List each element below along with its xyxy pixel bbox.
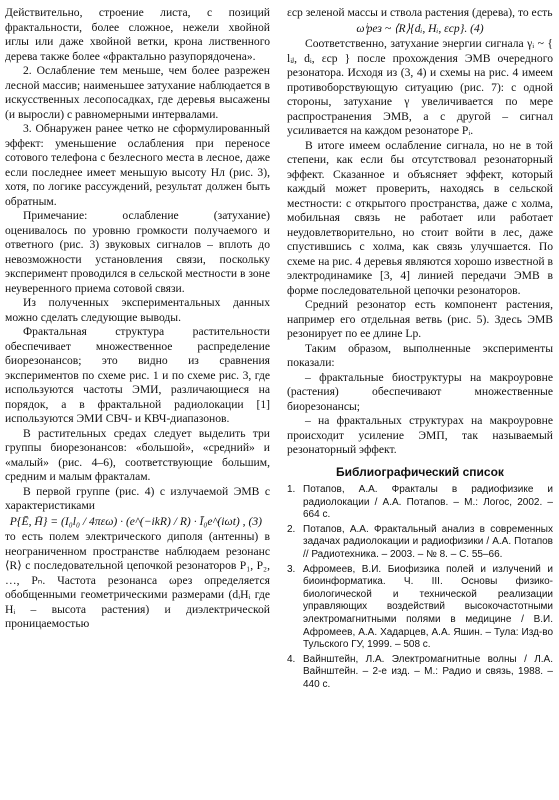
paragraph: Таким образом, выполненные эксперименты показали: [287,341,553,369]
bibliography-list [287,484,553,692]
paragraph: Средний резонатор есть компонент растения, например его отдельная ветвь (рис. 5). Здесь ЭМВ резонирует по ее длине Lр. [287,298,553,340]
bibliography-text: Потапов, А.А. Фрактальный анализ в современных задачах радиолокации и радиофизики / А.А. Потапов // Радиотехника. – 2003. – № 8. – С. 55–66. [303,523,553,560]
bibliography-number: 4. [287,653,296,665]
paragraph: Соответственно, затухание энергии сигнала γᵢ ~ { lᵢⱼ, dᵢ, εср } после прохождения ЭМВ очередного резонатора. Исходя из (3, 4) и схемы на рис. 4 имеем противоборствующую ситуацию (рис. 7): с одной стороны, затухание γ увеличивается по мере распространения ЭМВ, а с другой – сигнал усиливается на каждом резонаторе Pᵢ. [287,37,553,137]
right-column [287,6,553,694]
bibliography-item [287,654,553,692]
paragraph: – на фрактальных структурах на макроуровне происходит усиление ЭМП, так называемый резонаторный эффект. [287,414,553,456]
paragraph: – фрактальные биоструктуры на макроуровне (растения) обеспечивают множественные биорезонансы; [287,370,553,413]
bibliography-number: 1. [287,484,296,495]
paragraph: В итоге имеем ослабление сигнала, но не в той степени, как если бы отсутствовал резонаторный эффект. Сказанное и объясняет эффект, который каждый может проверить, находясь в сельской местности: с открытого пространства, даже с холма, мобильная связь не работает или работает неудовлетворительно, но стоит войти в лес, даже спустившись с холма, как связь улучшается. По схеме на рис. 4 деревья являются хорошо известной в электродинамике [3, 4] линией передачи ЭМВ в форме последовательной цепочки резонаторов. [287,138,553,297]
bibliography-number: 3. [287,563,296,575]
paragraph: В растительных средах следует выделить три группы биорезонансов: «большой», «средний» и «малый» (рис. 4–6), соответствующие большим, средним и малым фракталам. [5,426,270,483]
bibliography-item [287,524,553,562]
paragraph: Из полученных экспериментальных данных можно сделать следующие выводы. [5,296,270,324]
bibliography-number: 2. [287,523,296,535]
bibliography-text: Потапов, А.А. Фракталы в радиофизике и радиолокации / А.А. Потапов. – М.: Логос, 2002. – 664 с. [303,484,553,521]
left-column [5,6,270,632]
paragraph: Примечание: ослабление (затухание) оценивалось по уровню громкости получаемого и ответного (рис. 3) звуковых сигналов – вплоть до невозможности установления связи, поскольку эксперимент проводился в сельской местности в зоне неуверенного приема сотовой связи. [5,209,270,295]
paragraph: εср зеленой массы и ствола растения (дерева), то есть [287,6,553,19]
paragraph: В первой группе (рис. 4) с излучаемой ЭМВ с характеристиками [5,484,270,512]
bibliography-text: Афромеев, В.И. Биофизика полей и излучений и биоинформатика. Ч. III. Основы физико-биологической и технической реализации управляющих воздействий высокочастотными электромагнитными полями в медицине / В.И. Афромеев, А.А. Хадарцев, А.А. Яшин. – Тула: Изд-во Тульского ГУ, 1999. – 508 с. [303,563,553,651]
formula-3: P{Ē, H̄} = (I₀l₀ / 4πεω) · (e^(−ikR) / R) · Ī₀e^(iωt) , (3) [9,514,262,528]
paragraph: 3. Обнаружен ранее четко не сформулированный эффект: уменьшение ослабления при переносе сотового телефона с безлесного места в лесное, даже если последнее имеет меньшую высоту Hл (рис. 3), хотя, по логике рассуждений, результат должен быть обратным. [5,122,270,208]
paragraph: то есть полем электрического диполя (антенны) в неограниченном пространстве наблюдаем резонанс ⟨R⟩ с последовательной цепочкой резонаторов P₁, P₂, …, Pₙ. Частота резонанса ωрез определяется обобщенными геометрическими размерами (dᵢHᵢ где Hᵢ – высота растения) и диэлектрической проницаемостью [5,530,270,630]
bibliography-item [287,564,553,652]
paragraph: 2. Ослабление тем меньше, чем более разрежен лесной массив; наименьшее затухание наблюдается в искусственных лесопосадках, где деревья высажены (и выросли) с равномерными интервалами. [5,64,270,121]
bibliography-text: Вайнштейн, Л.А. Электромагнитные волны / Л.А. Вайнштейн. – 2-е изд. – М.: Радио и связь, 1988. – 440 с. [303,653,553,690]
paragraph: Фрактальная структура растительности обеспечивает множественное распределение биорезонансов; это видно из сравнения экспериментов по схеме рис. 1 и по схеме рис. 3, где используются частоты ЭМИ, различающиеся на порядок, а в фрактальной радиолокации [1] используются ЭМИ СВЧ- и КВЧ-диапазонов. [5,325,270,425]
formula-4: ωⁱрез ~ ⟨R⟩{dᵢ, Hᵢ, εср}. (4) [356,21,484,35]
bibliography-title: Библиографический список [336,464,504,479]
bibliography-item [287,484,553,522]
paragraph: Действительно, строение листа, с позиций фрактальности, более сложное, нежели хвойной иглы или даже хвойной ветки, крона лиственного дерева также более «фрактально разупорядочена». [5,6,270,63]
